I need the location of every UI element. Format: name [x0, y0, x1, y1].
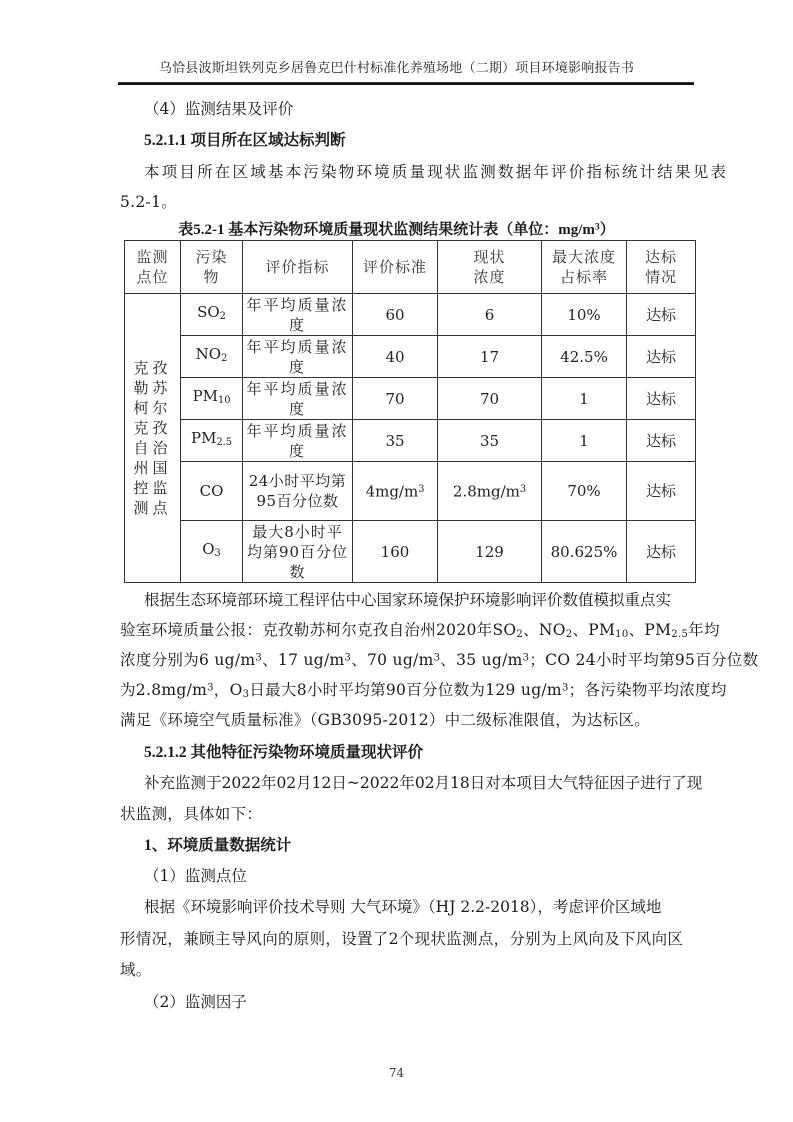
concentration-cell: 17: [438, 336, 542, 378]
subscript: 2: [565, 629, 573, 640]
metric-line: 最大8小时平: [252, 522, 343, 541]
header-site-line2: 点位: [136, 268, 169, 286]
metric-cell: [243, 462, 353, 521]
concentration-cell: [438, 462, 542, 521]
bulletin-paragraph-line4: [120, 678, 727, 700]
metric-line: 年平均质量浓: [246, 379, 349, 398]
metric-line: 数: [289, 562, 306, 581]
standard-cell: [353, 462, 438, 521]
metric-line: 年平均质量浓: [246, 295, 349, 314]
site-line: 克孜: [133, 419, 172, 437]
unit-superscript: 3: [418, 484, 425, 496]
supplementary-monitoring-line2: 状监测，具体如下：: [120, 805, 263, 823]
site-line: 测点: [133, 499, 172, 517]
max-ratio-cell: 80.625%: [542, 521, 627, 583]
header-concentration-line1: 现状: [473, 248, 506, 266]
header-metric: 评价指标: [243, 241, 353, 294]
header-pollutant-line1: 污染: [195, 248, 228, 266]
header-site-line1: 监测: [136, 248, 169, 266]
table-caption-text: 表5.2-1 基本污染物环境质量现状监测结果统计表（单位：mg/m: [178, 222, 595, 238]
header-max-ratio: [542, 241, 627, 294]
monitoring-point-heading: （1）监测点位: [144, 867, 247, 885]
pollutant-subscript: 2: [219, 310, 226, 322]
metric-line: 度: [288, 315, 306, 334]
metric-line: 度: [288, 441, 306, 460]
table-row: [125, 294, 696, 336]
pollutant-name: NO: [195, 345, 222, 364]
text-run: 验室环境质量公报：克孜勒苏柯尔克孜自治州2020年SO: [120, 621, 517, 639]
subscript: 3: [242, 689, 250, 700]
concentration-cell: 35: [438, 420, 542, 462]
document-header-title: 乌恰县波斯坦铁列克乡居鲁克巴什村标准化养殖场地（二期）项目环境影响报告书: [158, 61, 635, 76]
max-ratio-cell: 42.5%: [542, 336, 627, 378]
monitoring-point-para-line2: 形情况，兼顾主导风向的原则，设置了2个现状监测点，分别为上风向及下风向区: [120, 930, 684, 948]
table-caption: [0, 218, 793, 239]
section-5-2-1-1-paragraph-line2: 5.2-1。: [120, 193, 178, 211]
header-concentration: [438, 241, 542, 294]
superscript: 3: [344, 652, 352, 664]
header-max-ratio-line2: 占标率: [559, 268, 608, 286]
pollutant-cell: [181, 420, 243, 462]
bulletin-paragraph-line2: [120, 618, 720, 640]
concentration-cell: 129: [438, 521, 542, 583]
text-run: 、NO: [523, 621, 566, 639]
pollutant-name: O: [202, 540, 215, 559]
site-line: 克孜: [133, 359, 172, 377]
site-line: 自治: [133, 439, 172, 457]
site-line: 柯尔: [133, 399, 172, 417]
pollutant-cell: [181, 521, 243, 583]
subscript: 2.5: [671, 629, 689, 640]
metric-line: 95百分位数: [256, 492, 339, 510]
metric-cell: [243, 378, 353, 420]
table-row: [125, 462, 696, 521]
text-run: 、17 ug/m: [262, 651, 345, 669]
header-divider: [118, 82, 694, 85]
header-pollutant: [181, 241, 243, 294]
compliance-cell: 达标: [627, 378, 696, 420]
metric-line: 度: [288, 399, 306, 418]
pollutant-name: PM: [192, 387, 219, 406]
concentration-cell: 6: [438, 294, 542, 336]
standard-cell: 40: [353, 336, 438, 378]
metric-cell: [243, 420, 353, 462]
compliance-cell: 达标: [627, 420, 696, 462]
bulletin-paragraph-line5: 满足《环境空气质量标准》（GB3095-2012）中二级标准限值，为达标区。: [120, 711, 651, 729]
header-compliance-line2: 情况: [644, 268, 677, 286]
pollutant-cell: [181, 462, 243, 521]
compliance-cell: 达标: [627, 462, 696, 521]
text-run: 、PM: [572, 621, 616, 639]
superscript: 3: [255, 652, 263, 664]
header-standard: 评价标准: [353, 241, 438, 294]
monitoring-point-para-line1: 根据《环境影响评价技术导则 大气环境》（HJ 2.2-2018），考虑评价区域地: [144, 898, 662, 916]
table-row: [125, 336, 696, 378]
header-max-ratio-line1: 最大浓度: [551, 248, 616, 266]
pollutant-subscript: 2.5: [216, 436, 232, 448]
header-compliance-line1: 达标: [644, 248, 677, 266]
superscript: 3: [207, 682, 214, 694]
table-header-row: [125, 241, 696, 294]
site-line: 控监: [133, 479, 172, 497]
metric-line: 24小时平均第: [248, 472, 347, 490]
metric-line: 年平均质量浓: [246, 337, 349, 356]
table-caption-suffix: ）: [599, 222, 615, 238]
header-site: [125, 241, 181, 294]
max-ratio-cell: 1: [542, 378, 627, 420]
concentration-value: 2.8mg/m: [452, 482, 520, 501]
metric-cell: [243, 521, 353, 583]
text-run: 年均: [688, 621, 720, 639]
header-compliance: [627, 241, 696, 294]
subscript: 10: [615, 629, 629, 640]
pollutant-name: PM: [191, 429, 217, 448]
metric-line: 年平均质量浓: [246, 421, 349, 440]
metric-cell: [243, 294, 353, 336]
superscript: 3: [522, 652, 530, 664]
standard-value: 4mg/m: [365, 482, 419, 501]
site-line: 州国: [133, 459, 172, 477]
table-row: [125, 521, 696, 583]
pollutant-name: CO: [199, 482, 224, 500]
compliance-cell: 达标: [627, 521, 696, 583]
text-run: ，O: [213, 681, 243, 699]
data-statistics-heading: 1、环境质量数据统计: [144, 837, 292, 854]
unit-superscript: 3: [519, 484, 527, 496]
metric-line: 度: [288, 357, 306, 376]
max-ratio-cell: 10%: [542, 294, 627, 336]
section-5-2-1-1-heading: 5.2.1.1 项目所在区域达标判断: [144, 132, 346, 149]
page-number: 74: [388, 1066, 405, 1080]
text-run: ；CO 24小时平均第95百分位数: [529, 651, 759, 669]
site-line: 勒苏: [133, 379, 172, 397]
standard-cell: 70: [353, 378, 438, 420]
text-run: 浓度分别为6 ug/m: [120, 651, 256, 669]
pollutant-name: SO: [197, 303, 220, 322]
subscript: 2: [516, 629, 524, 640]
pollutant-cell: [181, 294, 243, 336]
section-5-2-1-1-paragraph-line1: 本项目所在区域基本污染物环境质量现状监测数据年评价指标统计结果见表: [144, 163, 729, 181]
standard-cell: 35: [353, 420, 438, 462]
metric-cell: [243, 336, 353, 378]
table-row: [125, 378, 696, 420]
table-caption-sup: 3: [594, 221, 600, 233]
superscript: 3: [561, 682, 569, 694]
table-row: [125, 420, 696, 462]
max-ratio-cell: 1: [542, 420, 627, 462]
concentration-cell: 70: [438, 378, 542, 420]
standard-cell: 160: [353, 521, 438, 583]
monitoring-site-cell: [125, 294, 181, 583]
header-concentration-line2: 浓度: [473, 268, 506, 286]
pollutant-subscript: 10: [218, 394, 231, 406]
section-5-2-1-2-heading: 5.2.1.2 其他特征污染物环境质量现状评价: [144, 744, 424, 761]
pollutant-statistics-table: [124, 240, 696, 583]
compliance-cell: 达标: [627, 294, 696, 336]
pollutant-cell: [181, 336, 243, 378]
standard-cell: 60: [353, 294, 438, 336]
pollutant-subscript: 2: [221, 352, 228, 364]
max-ratio-cell: 70%: [542, 462, 627, 521]
text-run: 、PM: [628, 621, 672, 639]
monitoring-results-heading: （4）监测结果及评价: [144, 100, 294, 118]
superscript: 3: [433, 652, 441, 664]
text-run: ；各污染物平均浓度均: [568, 681, 727, 699]
metric-line: 均第90百分位: [246, 542, 349, 561]
supplementary-monitoring-line1: 补充监测于2022年02月12日~2022年02月18日对本项目大气特征因子进行了现: [144, 774, 703, 792]
text-run: 日最大8小时平均第90百分位数为129 ug/m: [249, 681, 562, 699]
compliance-cell: 达标: [627, 336, 696, 378]
text-run: 为2.8mg/m: [120, 681, 208, 699]
pollutant-subscript: 3: [214, 547, 221, 559]
text-run: 、35 ug/m: [440, 651, 523, 669]
pollutant-cell: [181, 378, 243, 420]
header-pollutant-line2: 物: [203, 268, 220, 286]
bulletin-paragraph-line3: [120, 648, 759, 670]
text-run: 、70 ug/m: [351, 651, 434, 669]
bulletin-paragraph-line1: 根据生态环境部环境工程评估中心国家环境保护环境影响评价数值模拟重点实: [144, 591, 672, 609]
monitoring-point-para-line3: 域。: [120, 961, 152, 979]
monitoring-factor-heading: （2）监测因子: [144, 993, 247, 1011]
